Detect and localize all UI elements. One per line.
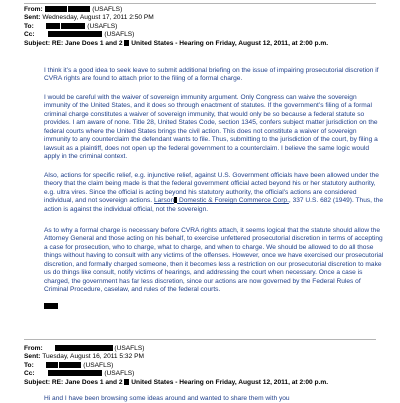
email-message-2 (0, 342, 400, 402)
to-row (24, 23, 400, 31)
subject-part2: United States - Hearing on Friday, August 12, 2011, at 2:00 p.m. (131, 378, 329, 386)
message-separator (24, 339, 376, 340)
email-header (0, 0, 400, 48)
redaction-bar (46, 23, 60, 29)
redaction-bar (46, 362, 58, 368)
subject-row (24, 40, 400, 48)
email-body (44, 67, 384, 84)
sent-label: Sent: (24, 353, 41, 361)
from-row (24, 345, 400, 353)
email-body (44, 94, 384, 162)
redaction-bar (55, 345, 113, 351)
from-suffix: (USAFLS) (92, 6, 123, 13)
cc-row (24, 31, 400, 39)
truncated-body-line: Hi and I have been browsing some ideas around and wanted to share them with you (44, 395, 290, 402)
cc-label: Cc: (24, 370, 35, 378)
to-suffix: (USAFLS) (83, 361, 114, 369)
subject-part2: United States - Hearing on Friday, August 12, 2011, at 2:00 p.m. (131, 39, 329, 47)
redaction-bar (61, 23, 85, 29)
from-row (24, 6, 400, 14)
email-body (44, 227, 384, 309)
to-suffix: (USAFLS) (87, 22, 118, 30)
redaction-bar (48, 31, 102, 37)
from-label: From: (24, 345, 43, 352)
paragraph-text: Also, actions for specific relief, e.g. injunctive relief, against U.S. Government officials have been allowed under the theory that the claim being made is that the federal government official acted beyond his or her statutory authority, e.g. ultra vires. Since the official is acting beyond his statutory authority, the official’s actions are considered individual, and not sovereign actions. (44, 172, 379, 205)
body-paragraph: I think it’s a good idea to seek leave to submit additional briefing on the issue of impairing prosecutorial discretion if CVRA rights are found to attach prior to the filing of a formal charge. (44, 67, 379, 83)
redaction-bar (48, 370, 102, 376)
from-suffix: (USAFLS) (114, 345, 145, 352)
redacted-signature (44, 303, 58, 309)
subject-row (24, 379, 400, 387)
sent-row (24, 353, 400, 361)
sent-value: Wednesday, August 17, 2011 2:50 PM (42, 14, 154, 22)
email-body (44, 172, 384, 214)
sent-row (24, 14, 400, 22)
subject-label: Subject: (24, 39, 51, 47)
cc-suffix: (USAFLS) (104, 31, 135, 39)
paragraph-text: , 337 U.S. 682 (1949). Thus, the action is against the individual official, not the sovereign. (44, 197, 384, 213)
redaction-bar (174, 197, 177, 203)
sent-value: Tuesday, August 16, 2011 5:32 PM (42, 353, 144, 361)
case-citation-link[interactable]: Larson Domestic & Foreign Commerce Corp. (153, 197, 289, 205)
body-paragraph: I would be careful with the waiver of sovereign immunity argument. Only Congress can waive the sovereign immunity of the United States, and it does so through enactment of statutes. If the government’s filing of a formal criminal charge constitutes a waiver of sovereign immunity, that would only be so because a federal statute so provides. I am aware of none. Title 28, United States Code, section 1345, confers subject matter jurisdiction on the federal courts where the United States brings the civil action. This does not constitute a waiver of sovereign immunity to any counterclaim the defendant wants to file. Thus, submitting to the jurisdiction of the court, by filing a lawsuit as a plaintiff, does not open up the federal government to a counterclaim. I believe the same logic would apply in the criminal context. (44, 94, 378, 161)
to-label: To: (24, 22, 34, 30)
subject-label: Subject: (24, 378, 51, 386)
cc-suffix: (USAFLS) (104, 370, 135, 378)
to-row (24, 362, 400, 370)
email-header (0, 342, 400, 387)
body-paragraph: As to why a formal charge is necessary before CVRA rights attach, it seems logical that the statute should allow the Attorney General and those acting on his behalf, to exercise unfettered prosecutorial discretion in terms of accepting a case for prosecution, who to charge, what to charge, and when to charge. We should be allowed to do all those things without having to consult with any victims of the offenses. However, once we have exercised our prosecutorial discretion, and formally charged someone, then it becomes less a restriction on our prosecutorial discretion to make us do things like consult, notify victims of hearings, and addressing the court when necessary. Once a case is charged, the government has far less discretion, since our actions are now governed by the Federal Rules of Criminal Procedure, caselaw, and rules of the federal courts. (44, 227, 384, 294)
redaction-bar (45, 6, 67, 12)
redaction-bar (124, 379, 129, 385)
cc-row (24, 370, 400, 378)
redaction-bar (59, 362, 81, 368)
from-label: From: (24, 6, 43, 13)
redaction-bar (68, 6, 90, 12)
sent-label: Sent: (24, 14, 41, 22)
to-label: To: (24, 361, 34, 369)
subject-part1: RE: Jane Does 1 and 2 (51, 378, 123, 386)
subject-part1: RE: Jane Does 1 and 2 (51, 39, 123, 47)
body-paragraph (44, 172, 384, 214)
cc-label: Cc: (24, 31, 35, 39)
redaction-bar (124, 40, 129, 46)
